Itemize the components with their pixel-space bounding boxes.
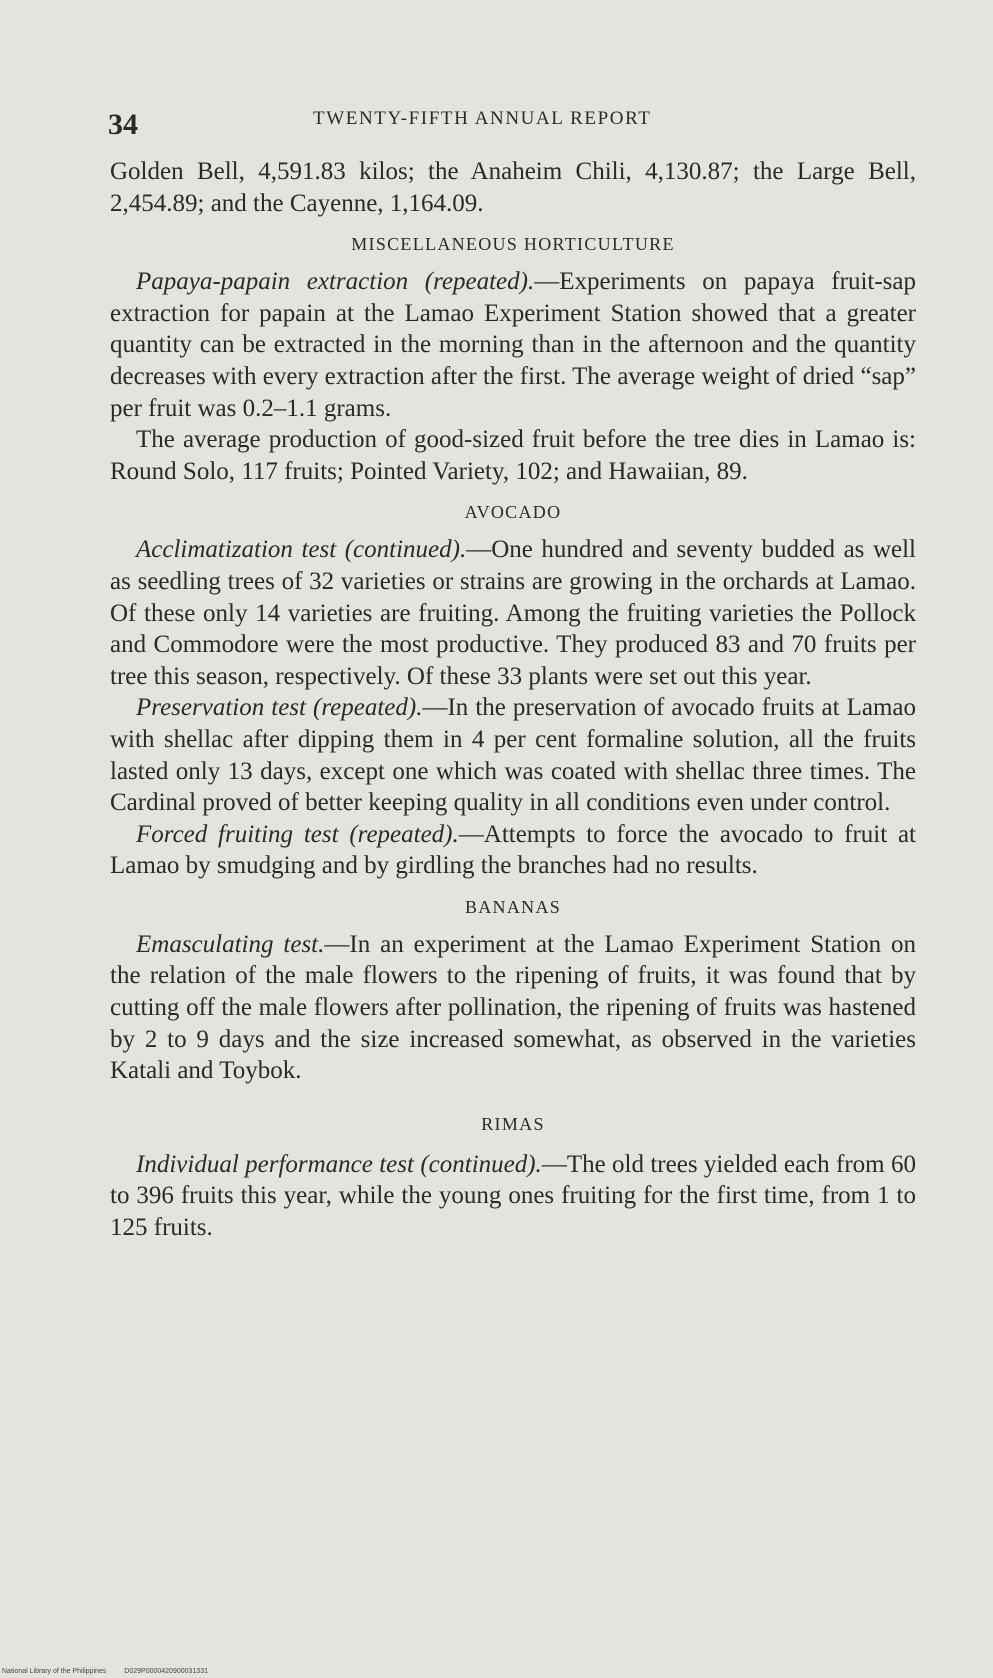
section-heading-rimas: RIMAS — [481, 1113, 545, 1134]
paragraph-papaya-papain — [110, 266, 916, 424]
paragraph-lead: Individual performance test (continued). — [136, 1150, 542, 1178]
footer-code: D029P0000420900031331 — [124, 1668, 208, 1675]
footer-library: National Library of the Philippines — [2, 1668, 107, 1675]
paragraph-forced-fruiting — [110, 819, 916, 882]
section-heading-miscellaneous-horticulture: MISCELLANEOUS HORTICULTURE — [351, 234, 675, 255]
paragraph-lead: Papaya-papain extraction (repeated). — [136, 268, 535, 296]
paragraph-text: The average production of good-sized fruit before the tree dies in Lamao is: Round Solo, 117 fruits; Pointed Variety, 102; and Hawaiian, 89. — [110, 426, 916, 485]
body-text — [110, 156, 916, 1244]
paragraph-lead: Emasculating test. — [136, 930, 325, 958]
paragraph-text: —One hundred and seventy budded as well as seedling trees of 32 varieties or strains are growing in the orchards at Lamao. Of these only 14 varieties are fruiting. Among the fruiting varieties the Pollock and Commodore were the most productive. They produced 83 and 70 fruits per tree this season, respectively. Of these 33 plants were set out this year. — [110, 536, 916, 690]
section-heading-avocado: AVOCADO — [464, 502, 562, 523]
paragraph-text: —Experiments on papaya fruit-sap extraction for papain at the Lamao Experiment Station showed that a greater quantity can be extracted in the morning than in the afternoon and the quantity decreases with every extraction after the first. The average weight of dried “sap” per fruit was 0.2–1.1 grams. — [110, 268, 916, 422]
paragraph-lead: Acclimatization test (continued). — [136, 536, 467, 564]
paragraph-preservation — [110, 692, 916, 818]
paragraph-text: —Attempts to force the avocado to fruit at Lamao by smudging and by girdling the branches had no results. — [110, 820, 917, 880]
running-head — [108, 100, 918, 140]
paragraph-text: —In the preservation of avocado fruits at Lamao with shellac after dipping them in 4 per cent formaline solution, all the fruits lasted only 13 days, except one which was coated with shellac three times. The Cardinal proved of better keeping quality in all conditions even under control. — [110, 694, 916, 817]
paragraph-acclimatization — [110, 534, 916, 692]
section-heading-bananas: BANANAS — [464, 896, 562, 917]
paragraph-lead: Forced fruiting test (repeated). — [136, 820, 459, 848]
paragraph-lead: Preservation test (repeated). — [136, 694, 423, 722]
paragraph-emasculating — [110, 929, 916, 1087]
intro-paragraph: Golden Bell, 4,591.83 kilos; the Anaheim Chili, 4,130.87; the Large Bell, 2,454.89; and the Cayenne, 1,164.09. — [110, 158, 916, 217]
paragraph-papaya-production — [110, 424, 916, 487]
scan-footer — [2, 1668, 208, 1675]
paragraph-individual-performance — [110, 1149, 916, 1244]
page-number: 34 — [108, 108, 138, 141]
running-title: TWENTY-FIFTH ANNUAL REPORT — [313, 108, 652, 129]
paragraph-text: —The old trees yielded each from 60 to 396 fruits this year, while the young ones fruiting for the first time, from 1 to 125 fruits. — [110, 1150, 916, 1242]
paragraph-text: —In an experiment at the Lamao Experiment Station on the relation of the male flowers to the ripening of fruits, it was found that by cutting off the male flowers after pollination, the ripening of fruits was hastened by 2 to 9 days and the size increased somewhat, as observed in the varieties Katali and Toybok. — [110, 930, 916, 1085]
